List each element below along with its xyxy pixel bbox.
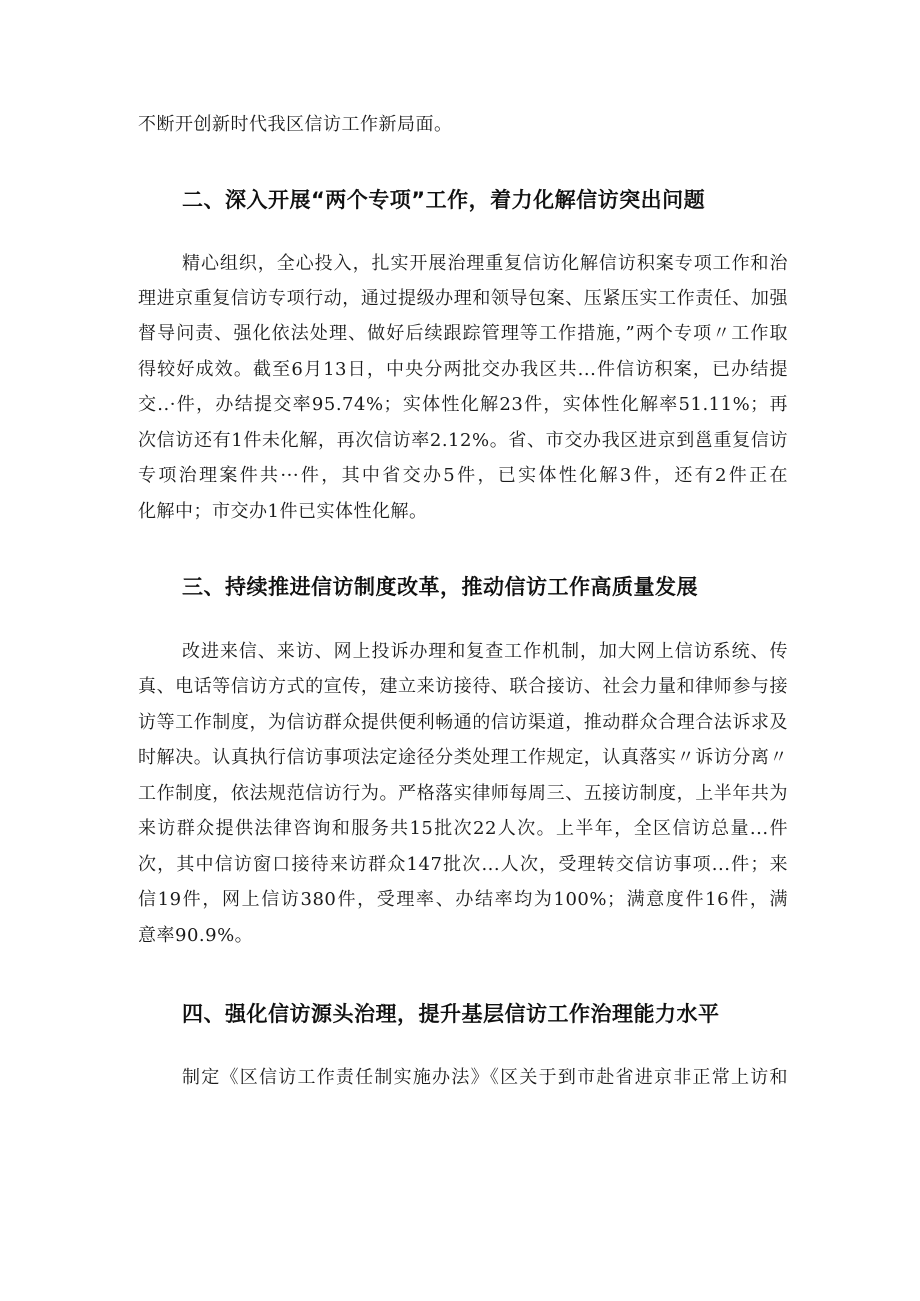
section4-line-1: 制定《区信访工作责任制实施办法》《区关于到市赴省进京非正常上访和 bbox=[182, 1067, 788, 1088]
section2-line-3: 督导问责、强化依法处理、做好后续跟踪管理等工作措施，”两个专项〃工作取 bbox=[138, 323, 788, 344]
section2-line-7: 专项治理案件共···件，其中省交办5件，已实体性化解3件，还有2件正在 bbox=[138, 465, 788, 486]
section2-line-6: 次信访还有1件未化解，再次信访率2.12%。省、市交办我区进京到邕重复信访 bbox=[138, 430, 788, 451]
section3-line-4: 时解决。认真执行信访事项法定途径分类处理工作规定，认真落实〃诉访分离〃 bbox=[138, 747, 788, 768]
section-heading-2: 二、深入开展“两个专项”工作，着力化解信访突出问题 bbox=[182, 188, 706, 212]
section3-line-3: 访等工作制度，为信访群众提供便利畅通的信访渠道，推动群众合理合法诉求及 bbox=[138, 712, 788, 733]
section2-line-2: 理进京重复信访专项行动，通过提级办理和领导包案、压紧压实工作责任、加强 bbox=[138, 288, 788, 309]
section3-line-8: 信19件，网上信访380件，受理率、办结率均为100%；满意度件16件，满 bbox=[138, 889, 788, 910]
section3-line-6: 来访群众提供法律咨询和服务共15批次22人次。上半年，全区信访总量...件 bbox=[138, 818, 788, 839]
section2-line-5: 交..·件，办结提交率95.74%；实体性化解23件，实体性化解率51.11%；再 bbox=[138, 394, 788, 415]
section3-line-1: 改进来信、来访、网上投诉办理和复查工作机制，加大网上信访系统、传 bbox=[182, 641, 788, 662]
section2-line-4: 得较好成效。截至6月13日，中央分两批交办我区共...件信访积案，已办结提 bbox=[138, 359, 788, 380]
section-heading-3: 三、持续推进信访制度改革，推动信访工作高质量发展 bbox=[182, 575, 698, 599]
section-heading-4: 四、强化信访源头治理，提升基层信访工作治理能力水平 bbox=[182, 1002, 720, 1026]
section2-line-8: 化解中；市交办1件已实体性化解。 bbox=[138, 501, 428, 522]
section3-line-5: 工作制度，依法规范信访行为。严格落实律师每周三、五接访制度，上半年共为 bbox=[138, 783, 788, 804]
section2-line-1: 精心组织，全心投入，扎实开展治理重复信访化解信访积案专项工作和治 bbox=[182, 253, 788, 274]
section3-line-7: 次，其中信访窗口接待来访群众147批次...人次，受理转交信访事项...件；来 bbox=[138, 854, 788, 875]
section3-line-9: 意率90.9%。 bbox=[138, 925, 254, 946]
section3-line-2: 真、电话等信访方式的宣传，建立来访接待、联合接访、社会力量和律师参与接 bbox=[138, 676, 788, 697]
intro-line: 不断开创新时代我区信访工作新局面。 bbox=[138, 114, 453, 135]
